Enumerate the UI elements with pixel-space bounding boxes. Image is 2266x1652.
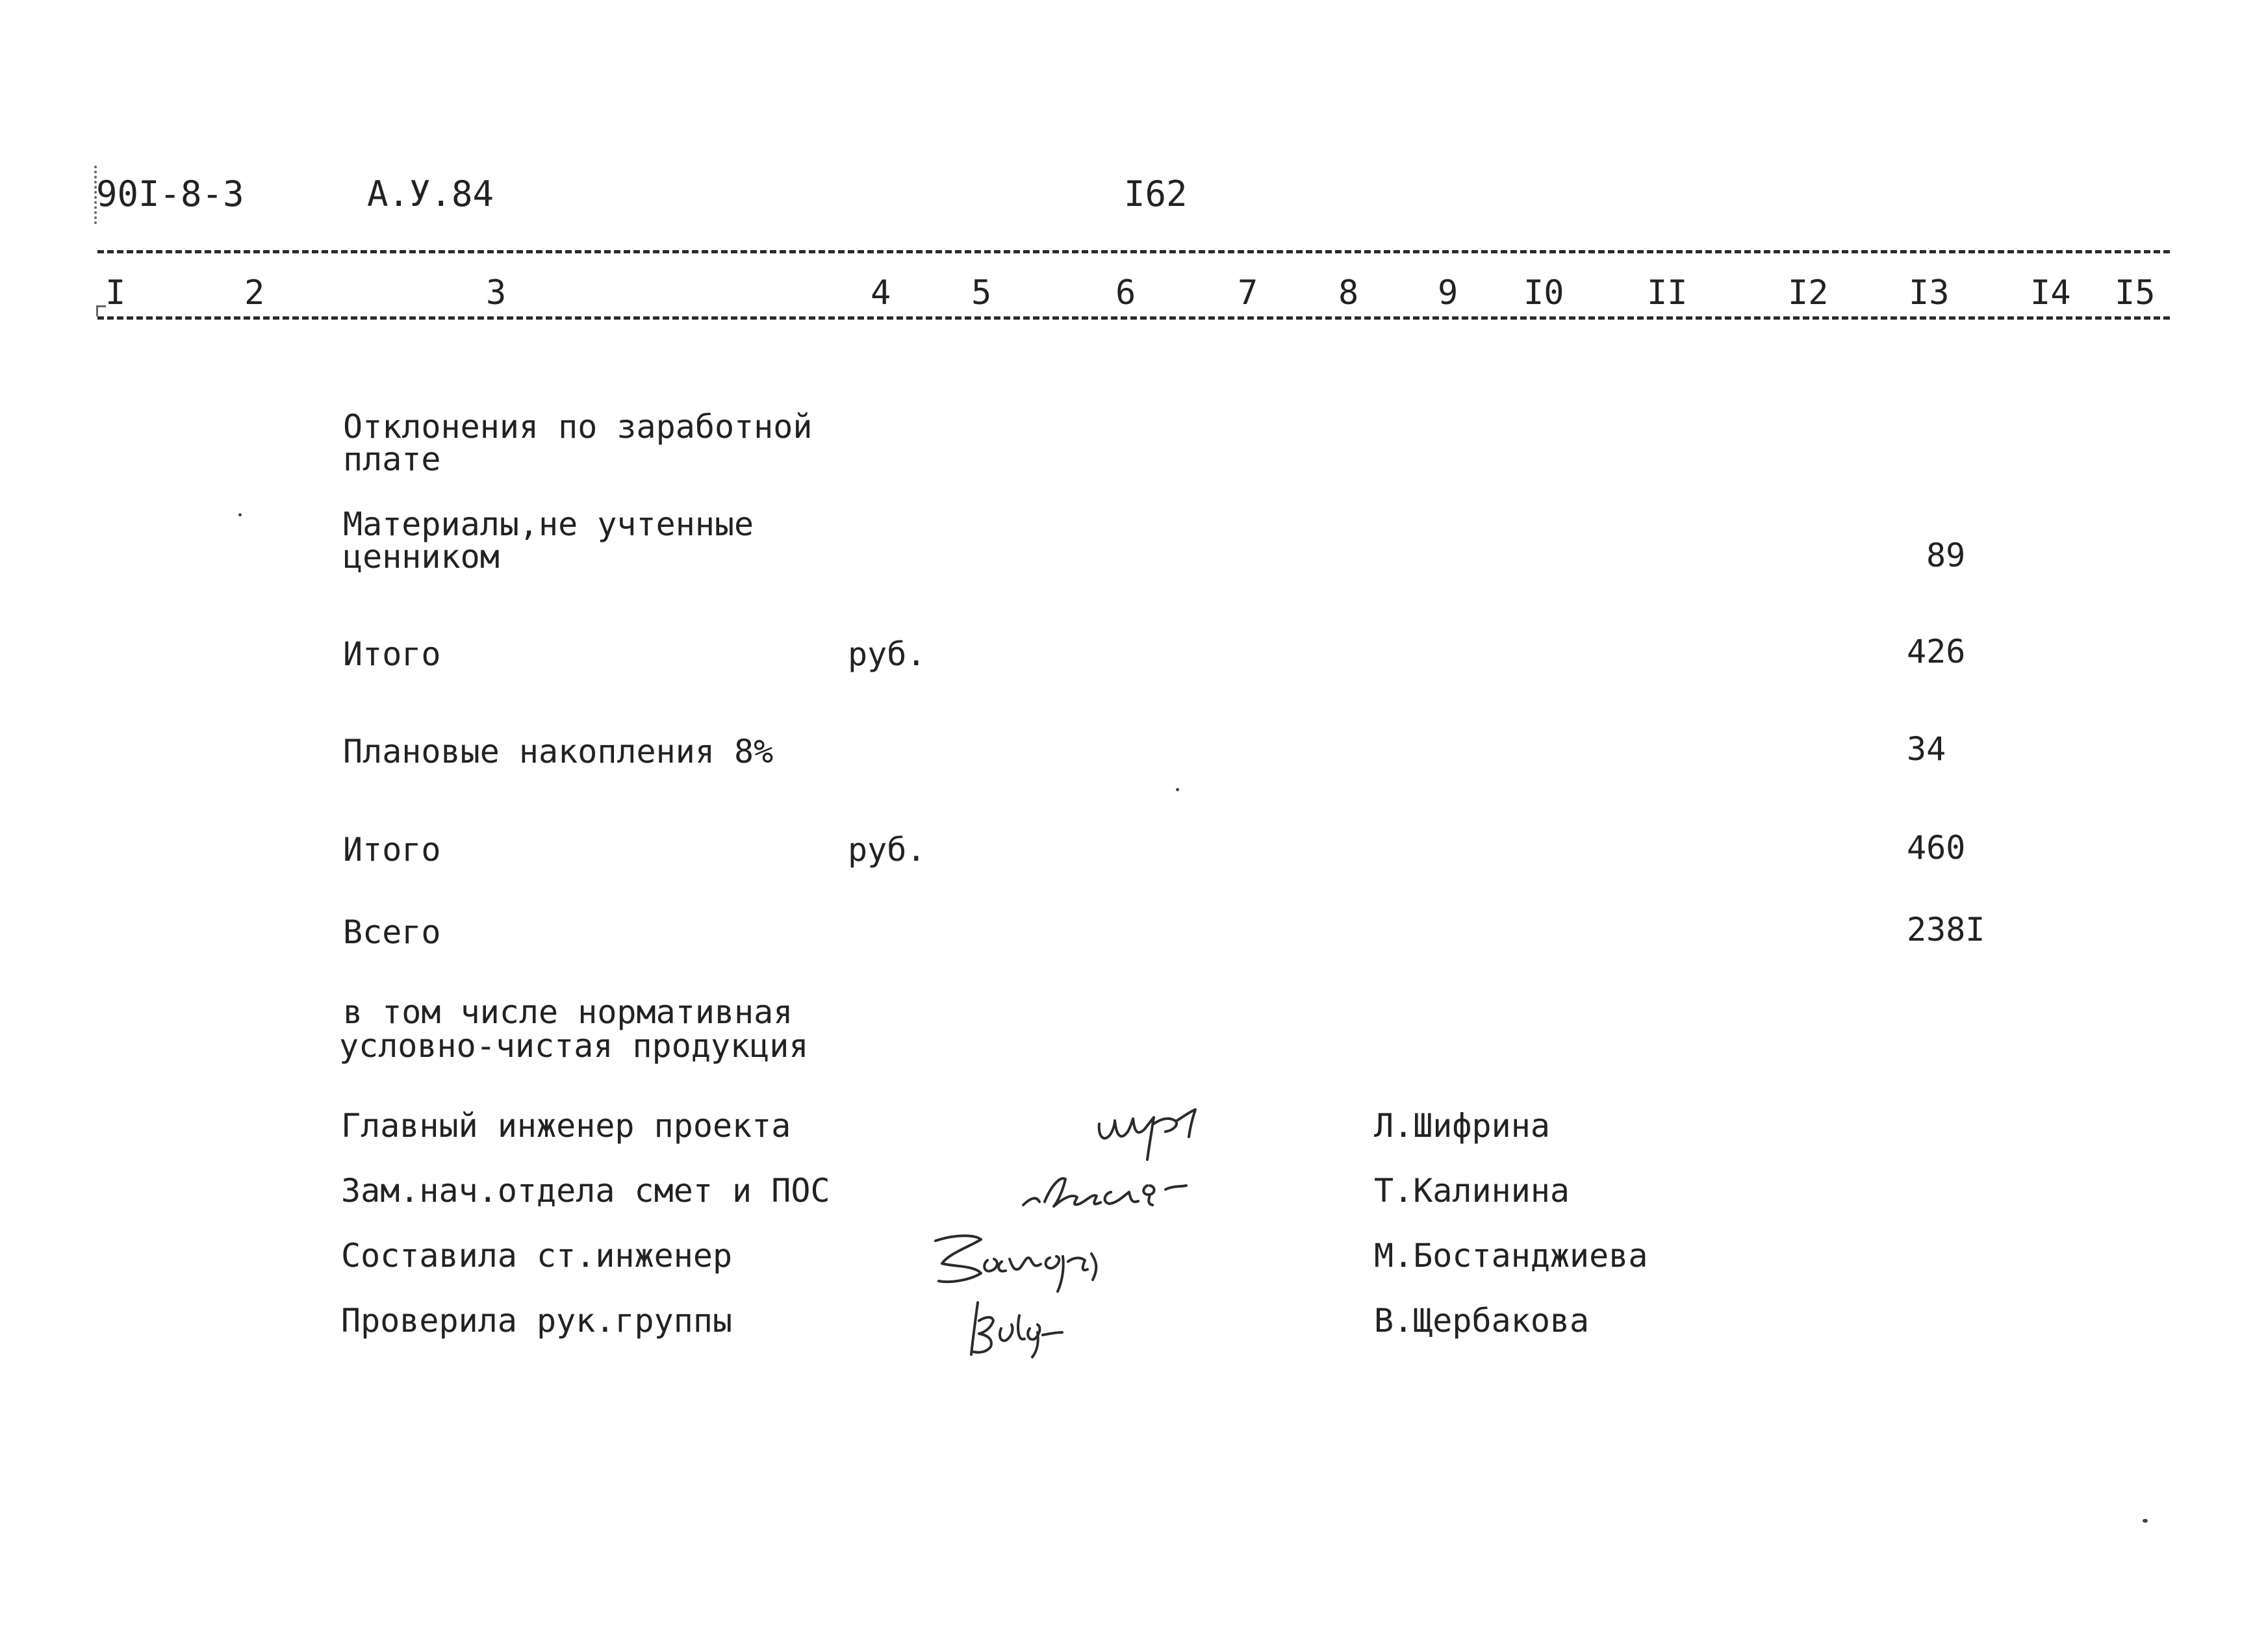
row-label: Всего	[343, 913, 441, 951]
handwritten-signature	[965, 1296, 1082, 1361]
table-header-rule	[97, 316, 2170, 320]
signatory-name: В.Щербакова	[1374, 1302, 1590, 1340]
scan-artifact	[238, 513, 242, 516]
column-number: 6	[1115, 273, 1136, 312]
row-value: 89	[1926, 537, 1966, 574]
column-number: I2	[1788, 273, 1829, 312]
column-number: I0	[1523, 273, 1564, 312]
row-label: Материалы,не учтенные	[343, 505, 754, 543]
column-number: II	[1647, 273, 1688, 312]
column-number: 5	[971, 273, 992, 312]
row-label: в том числе нормативная	[343, 993, 793, 1031]
album-code: А.У.84	[367, 173, 494, 214]
row-label: Отклонения по заработной	[343, 408, 813, 446]
column-number: I4	[2030, 273, 2071, 312]
handwritten-signature	[1020, 1166, 1254, 1218]
row-label: Итого	[343, 635, 441, 673]
column-number: I	[105, 273, 126, 312]
column-number: 3	[486, 273, 507, 312]
column-number: 4	[871, 273, 891, 312]
row-value: 460	[1907, 829, 1966, 867]
column-number: 9	[1438, 273, 1458, 312]
signatory-role: Проверила рук.группы	[341, 1302, 733, 1340]
row-unit: руб.	[848, 635, 926, 673]
signatory-name: Л.Шифрина	[1374, 1107, 1550, 1145]
row-value: 34	[1907, 730, 1946, 768]
handwritten-signature	[929, 1228, 1150, 1306]
signatory-name: Т.Калинина	[1374, 1172, 1570, 1210]
document-code: 90I-8-3	[96, 173, 244, 214]
column-number: I5	[2115, 273, 2156, 312]
row-label: условно-чистая продукция	[339, 1027, 809, 1065]
scan-artifact	[2143, 1519, 2148, 1523]
row-label: Плановые накопления 8%	[343, 733, 774, 770]
scan-artifact	[96, 305, 106, 316]
row-unit: руб.	[848, 831, 926, 869]
column-number: 7	[1238, 273, 1258, 312]
handwritten-signature	[1091, 1098, 1221, 1163]
row-label: Итого	[343, 831, 441, 869]
scan-artifact	[94, 166, 99, 224]
row-value: 426	[1907, 633, 1966, 670]
row-value: 238I	[1907, 911, 1985, 948]
page-number: I62	[1124, 173, 1188, 214]
column-number: 2	[244, 273, 265, 312]
table-top-rule	[97, 250, 2170, 253]
column-number: I3	[1909, 273, 1950, 312]
row-label: плате	[343, 440, 441, 478]
signatory-name: М.Бостанджиева	[1374, 1237, 1648, 1275]
signatory-role: Зам.нач.отдела смет и ПОС	[341, 1172, 830, 1210]
signatory-role: Составила ст.инженер	[341, 1237, 733, 1275]
column-number: 8	[1338, 273, 1359, 312]
row-label: ценником	[343, 538, 500, 576]
scan-artifact	[1176, 788, 1179, 791]
signatory-role: Главный инженер проекта	[341, 1107, 791, 1145]
